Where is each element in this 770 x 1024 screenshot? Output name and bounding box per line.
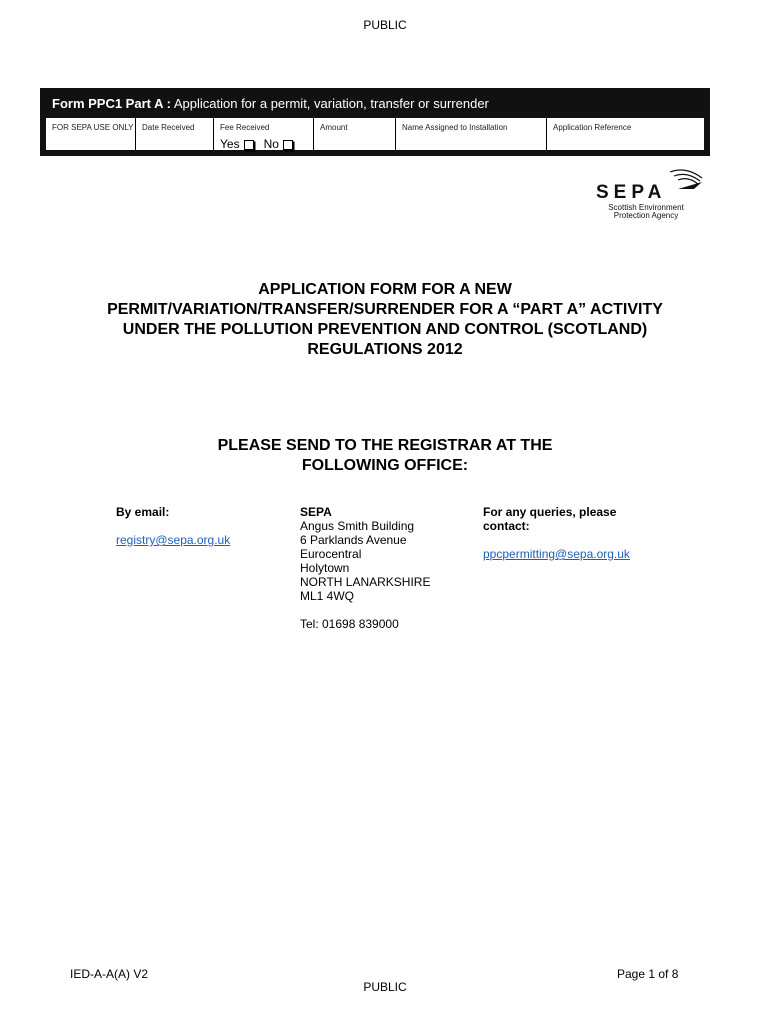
title-line-3: UNDER THE POLLUTION PREVENTION AND CONTROL (SCOTLAND) xyxy=(122,321,648,338)
address-line-5: NORTH LANARKSHIRE xyxy=(300,575,431,589)
send-line-1: PLEASE SEND TO THE REGISTRAR AT THE xyxy=(217,437,553,454)
yes-checkbox[interactable] xyxy=(244,140,254,150)
queries-column xyxy=(483,505,630,561)
email-column xyxy=(116,505,230,547)
form-title xyxy=(42,90,708,117)
application-reference-field[interactable] xyxy=(547,118,704,150)
page-title xyxy=(40,280,730,360)
address-line-4: Holytown xyxy=(300,561,350,575)
sepa-logo xyxy=(594,168,704,220)
date-received-field[interactable] xyxy=(136,118,214,150)
sepa-use-only-label: FOR SEPA USE ONLY xyxy=(52,123,134,132)
date-received-label: Date Received xyxy=(142,123,195,132)
fee-received-field xyxy=(214,118,314,150)
sepa-use-fields xyxy=(46,118,704,150)
address-line-6: ML1 4WQ xyxy=(300,589,355,603)
fee-received-label: Fee Received xyxy=(220,123,270,132)
doc-reference: IED-A-A(A) V2 xyxy=(70,967,149,981)
send-line-2: FOLLOWING OFFICE: xyxy=(301,457,469,474)
telephone: Tel: 01698 839000 xyxy=(300,617,399,631)
ppc-permitting-email-link[interactable]: ppcpermitting@sepa.org.uk xyxy=(483,547,630,561)
address-line-1: Angus Smith Building xyxy=(300,519,415,533)
address-line-2: 6 Parklands Avenue xyxy=(300,533,407,547)
queries-heading-2: contact: xyxy=(483,519,530,533)
sepa-use-only-cell xyxy=(46,118,136,150)
application-reference-label: Application Reference xyxy=(553,123,632,132)
logo-wordmark: SEPA xyxy=(596,182,667,203)
no-checkbox[interactable] xyxy=(283,140,293,150)
page-number: Page 1 of 8 xyxy=(617,967,679,981)
form-header-box xyxy=(40,88,710,156)
address-line-3: Eurocentral xyxy=(300,547,362,561)
title-line-4: REGULATIONS 2012 xyxy=(307,341,463,358)
title-line-2: PERMIT/VARIATION/TRANSFER/SURRENDER FOR A “PART A” ACTIVITY xyxy=(107,301,663,318)
logo-line-2: Protection Agency xyxy=(613,211,679,220)
address-column xyxy=(300,505,430,631)
form-label: Form PPC1 Part A : xyxy=(52,96,171,111)
classification-bottom: PUBLIC xyxy=(363,980,407,994)
classification-top: PUBLIC xyxy=(363,18,407,32)
send-instruction xyxy=(40,436,730,476)
registry-email-link[interactable]: registry@sepa.org.uk xyxy=(116,533,231,547)
amount-label: Amount xyxy=(320,123,348,132)
amount-field[interactable] xyxy=(314,118,396,150)
name-assigned-label: Name Assigned to Installation xyxy=(402,123,508,132)
yes-label: Yes xyxy=(220,137,240,151)
logo-line-1: Scottish Environment xyxy=(608,203,684,212)
email-heading: By email: xyxy=(116,505,170,519)
address-heading: SEPA xyxy=(300,505,332,519)
queries-heading-1: For any queries, please xyxy=(483,505,617,519)
title-line-1: APPLICATION FORM FOR A NEW xyxy=(258,281,512,298)
form-subtitle: Application for a permit, variation, transfer or surrender xyxy=(173,96,489,111)
no-label: No xyxy=(263,137,279,151)
name-assigned-field[interactable] xyxy=(396,118,547,150)
